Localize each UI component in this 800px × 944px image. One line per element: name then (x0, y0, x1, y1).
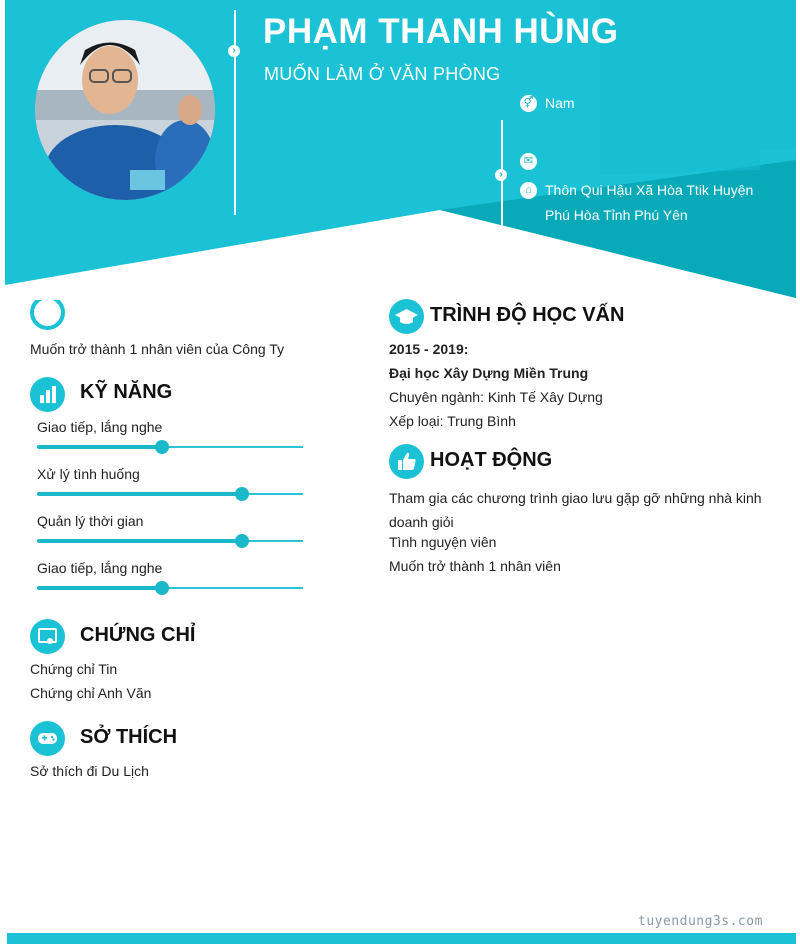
certificates-title: CHỨNG CHỈ (80, 624, 196, 646)
candidate-name: PHẠM THANH HÙNG (263, 12, 619, 51)
skill-bar-fill (37, 445, 162, 449)
mail-icon: ✉ (520, 153, 537, 170)
skill-bar (37, 540, 303, 542)
skill-bar-knob (235, 534, 249, 548)
skills-title: KỸ NĂNG (80, 381, 173, 403)
gender-text: Nam (545, 95, 575, 111)
certificate-icon (30, 619, 65, 654)
profile-photo (35, 20, 215, 200)
gamepad-icon (30, 721, 65, 756)
objective-header-cut (30, 300, 305, 333)
skill-label: Giao tiếp, lắng nghe (37, 560, 163, 576)
thumbs-up-icon (389, 444, 424, 479)
skill-label: Xử lý tình huống (37, 466, 140, 482)
skill-bar-fill (37, 539, 242, 543)
home-icon: ⌂ (520, 182, 537, 199)
footer-bar (7, 933, 796, 944)
skill-bar (37, 493, 303, 495)
header-divider-left (234, 10, 236, 215)
skill-bar-knob (155, 581, 169, 595)
skill-bar (37, 446, 303, 448)
chevron-right-icon: › (228, 45, 240, 57)
certificate-item: Chứng chỉ Anh Văn (30, 685, 152, 701)
activity-item: Tình nguyện viên (389, 534, 497, 550)
hobby-item: Sở thích đi Du Lịch (30, 763, 149, 779)
skill-bar-knob (235, 487, 249, 501)
objective-text: Muốn trở thành 1 nhân viên của Công Ty (30, 341, 285, 357)
education-grade: Xếp loại: Trung Bình (389, 413, 516, 429)
graduation-cap-icon (389, 299, 424, 334)
education-school: Đại học Xây Dựng Miền Trung (389, 365, 589, 381)
education-period: 2015 - 2019: (389, 341, 469, 357)
gender-icon: ⚥ (520, 95, 537, 112)
skill-label: Quản lý thời gian (37, 513, 144, 529)
activity-item: Muốn trở thành 1 nhân viên (389, 558, 561, 574)
chevron-right-icon: › (495, 169, 507, 181)
address-text: Thôn Qui Hậu Xã Hòa Ttik Huyện Phú Hòa Tỉnh Phú Yên (545, 182, 754, 223)
skill-label: Giao tiếp, lắng nghe (37, 419, 163, 435)
skill-bar (37, 587, 303, 589)
bar-chart-icon (30, 377, 65, 412)
skill-bar-knob (155, 440, 169, 454)
education-title: TRÌNH ĐỘ HỌC VẤN (430, 304, 625, 326)
hobbies-title: SỞ THÍCH (80, 726, 178, 748)
activities-title: HOẠT ĐỘNG (430, 449, 553, 471)
skill-bar-fill (37, 586, 162, 590)
watermark: tuyendung3s.com (638, 914, 763, 929)
education-major: Chuyên ngành: Kinh Tế Xây Dựng (389, 389, 603, 405)
activity-item: Tham gia các chương trình giao lưu gặp gỡ những nhà kinh doanh giỏi (389, 490, 762, 530)
skill-bar-fill (37, 492, 242, 496)
certificate-item: Chứng chỉ Tin (30, 661, 118, 677)
job-title: MUỐN LÀM Ở VĂN PHÒNG (264, 64, 501, 84)
